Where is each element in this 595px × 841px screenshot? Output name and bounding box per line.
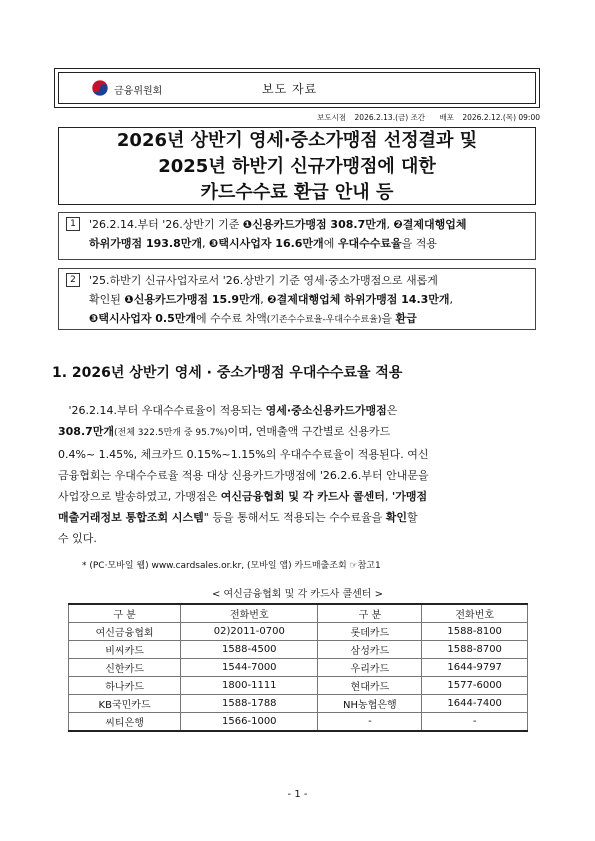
body-line: 0.4%~ 1.45%, 체크카드 0.15%~1.15%의 우대수수료율이 적용된다. 여신 — [58, 448, 429, 461]
body-text: " 등을 통해서도 적용되는 수수료율을 — [203, 511, 386, 524]
body-line — [58, 507, 540, 528]
summary-2-line-2 — [89, 290, 529, 309]
government-emblem-icon — [90, 78, 110, 98]
summary-highlight: ❶신용카드가맹점 15.9만개 — [124, 293, 261, 306]
distribution-value: 2026.2.12.(목) 09:00 — [462, 113, 540, 122]
summary-1-line-1 — [89, 215, 529, 234]
summary-text: , — [449, 293, 454, 306]
title-line-3: 카드수수료 환급 안내 등 — [200, 182, 394, 203]
body-text: 사업장으로 발송하였고, 가맹점은 — [58, 490, 221, 503]
column-header: 전화번호 — [422, 604, 528, 623]
table-cell: 1588-4500 — [181, 641, 318, 659]
body-highlight: 308.7만개 — [58, 425, 115, 438]
body-line: 수 있다. — [58, 532, 97, 545]
table-cell: 1644-9797 — [422, 659, 528, 677]
body-text: 이며, 연매출액 구간별로 신용카드 — [227, 425, 391, 438]
title-box — [58, 127, 536, 205]
summary-highlight: ❸택시사업자 0.5만개 — [89, 312, 197, 325]
table-cell: KB국민카드 — [69, 695, 181, 713]
summary-text: , — [260, 293, 268, 306]
summary-text: , — [202, 237, 210, 250]
table-cell: 여신금융협회 — [69, 623, 181, 641]
body-line — [58, 486, 540, 507]
summary-text: 을 — [381, 312, 396, 325]
summary-text: 에 수수료 차액 — [196, 312, 267, 325]
table-cell: 02)2011-0700 — [181, 623, 318, 641]
table-cell: 1577-6000 — [422, 677, 528, 695]
table-cell: NH농협은행 — [318, 695, 422, 713]
title-line-2: 2025년 하반기 신규가맹점에 대한 — [158, 156, 436, 177]
table-cell: 신한카드 — [69, 659, 181, 677]
table-cell: - — [318, 713, 422, 732]
org-name: 금융위원회 — [114, 86, 163, 97]
title-line-1: 2026년 상반기 영세·중소가맹점 선정결과 및 — [116, 130, 478, 151]
section-title: 1. 2026년 상반기 영세 · 중소가맹점 우대수수료율 적용 — [52, 365, 403, 381]
summary-2-line-3 — [89, 309, 529, 330]
body-highlight: 여신금융협회 및 각 카드사 콜센터 — [220, 490, 385, 503]
summary-highlight: ❷결제대행업체 하위가맹점 14.3만개 — [267, 293, 450, 306]
distribution-label: 배포 — [439, 113, 454, 122]
table-cell: 롯데카드 — [318, 623, 422, 641]
table-cell: 우리카드 — [318, 659, 422, 677]
table-row — [69, 623, 528, 641]
summary-highlight: ❶신용카드가맹점 308.7만개 — [242, 218, 387, 231]
column-header: 구 분 — [69, 604, 181, 623]
summary-text: , — [386, 218, 394, 231]
body-line — [58, 400, 540, 421]
body-line: 금융협회는 우대수수료율 적용 대상 신용카드가맹점에 '26.2.6.부터 안내문을 — [58, 469, 429, 482]
table-cell: 1588-1788 — [181, 695, 318, 713]
summary-highlight: 환급 — [395, 312, 417, 325]
table-cell: 1544-7000 — [181, 659, 318, 677]
table-cell: 1644-7400 — [422, 695, 528, 713]
table-cell: 1800-1111 — [181, 677, 318, 695]
page-number: - 1 - — [287, 789, 308, 800]
body-highlight: '가맹점 — [391, 490, 428, 503]
table-row — [69, 677, 528, 695]
body-highlight: 영세·중소신용카드가맹점 — [265, 404, 387, 417]
summary-box-2 — [58, 268, 536, 330]
table-caption: < 여신금융협회 및 각 카드사 콜센터 > — [211, 589, 384, 600]
summary-highlight: ❷결제대행업체 — [393, 218, 467, 231]
summary-number-1: 1 — [66, 217, 80, 231]
summary-number-2: 2 — [66, 273, 80, 287]
footnote: * (PC·모바일 웹) www.cardsales.or.kr, (모바일 앱) 카드매출조회 ☞참고1 — [82, 561, 381, 571]
body-text: '26.2.14.부터 우대수수료율이 적용되는 — [68, 404, 266, 417]
table-row — [69, 659, 528, 677]
table-cell: - — [422, 713, 528, 732]
embargo-label: 보도시점 — [317, 113, 347, 122]
body-text: 은 — [386, 404, 398, 417]
summary-2-line-1: '25.하반기 신규사업자로서 '26.상반기 기준 영세·중소가맹점으로 새롭게 — [89, 274, 438, 287]
press-release-label: 보도 자료 — [262, 82, 318, 96]
summary-note: (기존수수료율-우대수수료율) — [266, 315, 382, 325]
summary-highlight: 하위가맹점 193.8만개 — [89, 237, 203, 250]
column-header: 전화번호 — [181, 604, 318, 623]
body-highlight: 확인 — [385, 511, 407, 524]
embargo-value: 2026.2.13.(금) 조간 — [354, 113, 426, 122]
table-row — [69, 641, 528, 659]
summary-1-line-2 — [89, 234, 529, 253]
table-row — [69, 695, 528, 713]
callcenter-table — [68, 603, 528, 732]
table-header-row — [69, 604, 528, 623]
summary-highlight: ❸택시사업자 16.6만개 — [209, 237, 324, 250]
table-cell: 삼성카드 — [318, 641, 422, 659]
summary-text: 에 — [323, 237, 338, 250]
body-note: (전체 322.5만개 중 95.7%) — [114, 428, 228, 438]
table-row — [69, 713, 528, 732]
body-highlight: 매출거래정보 통합조회 시스템 — [58, 511, 204, 524]
table-cell: 비씨카드 — [69, 641, 181, 659]
table-cell: 현대카드 — [318, 677, 422, 695]
release-schedule — [0, 112, 540, 123]
summary-text: 확인된 — [89, 293, 125, 306]
body-line — [58, 421, 540, 444]
column-header: 구 분 — [318, 604, 422, 623]
table-cell: 씨티은행 — [69, 713, 181, 732]
body-text: 할 — [407, 511, 418, 524]
body-text: , — [384, 490, 392, 503]
summary-text: '26.2.14.부터 '26.상반기 기준 — [89, 218, 243, 231]
table-cell: 1566-1000 — [181, 713, 318, 732]
body-paragraph — [58, 400, 540, 549]
table-cell: 하나카드 — [69, 677, 181, 695]
table-cell: 1588-8100 — [422, 623, 528, 641]
summary-highlight: 우대수수료율 — [337, 237, 402, 250]
table-cell: 1588-8700 — [422, 641, 528, 659]
summary-text: 을 적용 — [401, 237, 437, 250]
summary-box-1 — [58, 212, 536, 260]
